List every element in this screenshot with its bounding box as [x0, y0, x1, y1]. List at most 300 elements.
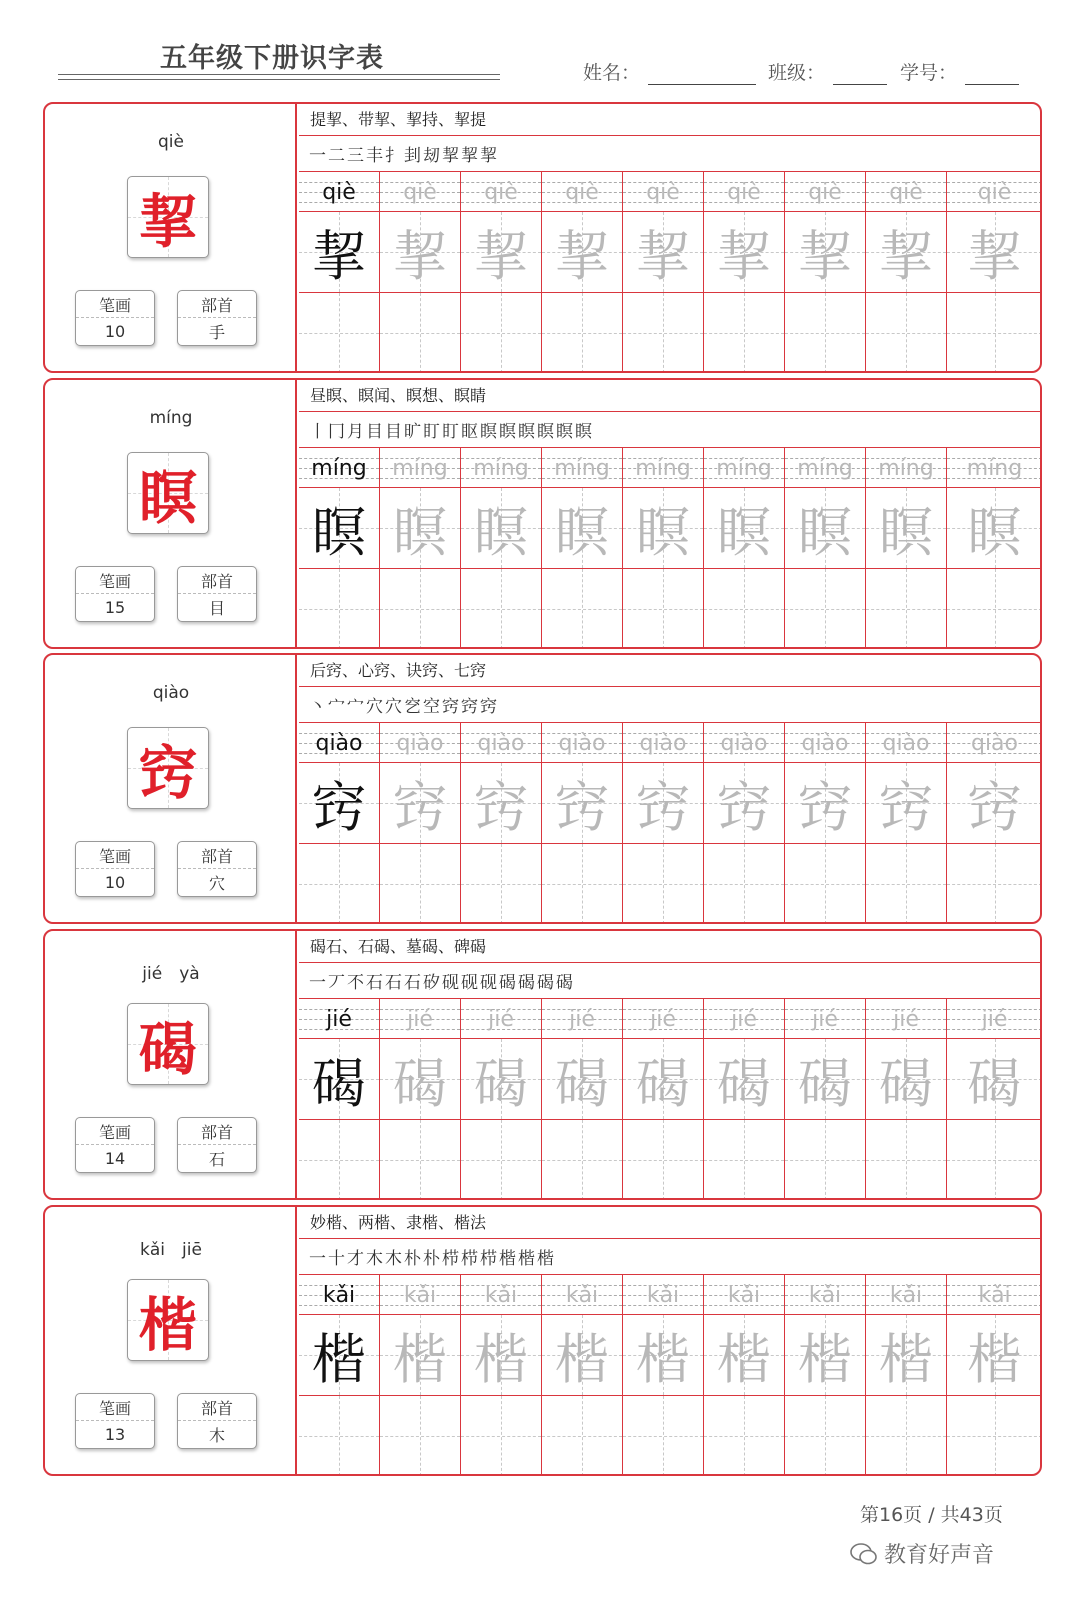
stroke-count-box — [75, 566, 155, 622]
stroke-step: 挈 — [442, 146, 461, 166]
radical-box — [177, 566, 257, 622]
practice-column — [947, 172, 1042, 373]
pinyin-cell[interactable] — [542, 1275, 622, 1315]
practice-column — [947, 999, 1042, 1200]
practice-column — [461, 1275, 542, 1476]
tracing-cell[interactable] — [785, 1315, 865, 1396]
pinyin-cell[interactable] — [704, 1275, 784, 1315]
pinyin-cell[interactable] — [947, 723, 1042, 763]
tracing-cell[interactable] — [299, 212, 379, 293]
practice-column — [704, 999, 785, 1200]
stroke-step: 月 — [347, 422, 366, 442]
radical-label: 部首 — [178, 1118, 256, 1145]
writing-cell[interactable] — [299, 844, 379, 924]
writing-cell[interactable] — [299, 569, 379, 649]
trace-character: 碣 — [798, 1051, 852, 1115]
pinyin-trace: kǎi — [484, 1282, 518, 1308]
wechat-icon — [850, 1543, 878, 1565]
practice-column — [947, 448, 1042, 649]
model-character: 瞑 — [312, 500, 366, 564]
pinyin-cell[interactable] — [623, 999, 703, 1039]
pinyin-cell[interactable] — [380, 448, 460, 488]
tracing-cell[interactable] — [866, 212, 946, 293]
radical-value: 石 — [208, 1150, 225, 1169]
tracing-cell[interactable] — [299, 1039, 379, 1120]
stroke-count-box — [75, 841, 155, 897]
pinyin-trace: jié — [569, 1006, 595, 1032]
character-display-box — [127, 727, 209, 809]
class-blank[interactable] — [833, 63, 887, 85]
trace-character: 瞑 — [555, 500, 609, 564]
pinyin-cell[interactable] — [542, 999, 622, 1039]
writing-cell[interactable] — [947, 844, 1042, 924]
stroke-order-sequence — [309, 141, 499, 166]
pinyin-model: kǎi — [322, 1282, 356, 1308]
tracing-cell[interactable] — [542, 1039, 622, 1120]
pinyin-trace: qiè — [889, 179, 923, 205]
pinyin-cell[interactable] — [461, 172, 541, 212]
tracing-cell[interactable] — [380, 1315, 460, 1396]
tracing-cell[interactable] — [461, 1039, 541, 1120]
practice-column — [380, 448, 461, 649]
character-info-panel — [45, 931, 297, 1198]
example-words: 昼瞑、瞑闻、瞑想、瞑睛 — [299, 380, 1042, 412]
tracing-cell[interactable] — [785, 1039, 865, 1120]
stroke-step: 目 — [366, 422, 385, 442]
tracing-cell[interactable] — [461, 1315, 541, 1396]
featured-character: 挈 — [138, 188, 197, 256]
tracing-cell[interactable] — [299, 488, 379, 569]
pinyin-cell[interactable] — [785, 172, 865, 212]
tracing-cell[interactable] — [704, 763, 784, 844]
stroke-step: 穴 — [385, 697, 404, 717]
character-pinyin: kǎi jiē — [140, 1240, 202, 1260]
radical-value: 穴 — [208, 874, 225, 893]
practice-column — [299, 1275, 380, 1476]
radical-box — [177, 290, 257, 346]
writing-cell[interactable] — [866, 569, 946, 649]
name-blank[interactable] — [648, 63, 756, 85]
practice-grid — [299, 723, 1042, 924]
stroke-step: 瞑 — [537, 422, 556, 442]
tracing-cell[interactable] — [785, 212, 865, 293]
pinyin-trace: kǎi — [403, 1282, 437, 1308]
page-title: 五年级下册识字表 — [160, 43, 384, 74]
writing-cell[interactable] — [704, 844, 784, 924]
practice-column — [461, 999, 542, 1200]
model-character: 碣 — [312, 1051, 366, 1115]
writing-cell[interactable] — [542, 1396, 622, 1476]
practice-column — [785, 723, 866, 924]
pinyin-trace: kǎi — [565, 1282, 599, 1308]
tracing-cell[interactable] — [380, 212, 460, 293]
trace-character: 挈 — [393, 224, 447, 288]
writing-cell[interactable] — [461, 569, 541, 649]
writing-cell[interactable] — [947, 293, 1042, 373]
trace-character: 挈 — [636, 224, 690, 288]
writing-cell[interactable] — [299, 1120, 379, 1200]
stroke-step: 石 — [385, 973, 404, 993]
writing-cell[interactable] — [380, 1120, 460, 1200]
pinyin-cell[interactable] — [704, 723, 784, 763]
radical-value: 目 — [208, 599, 225, 618]
pinyin-cell[interactable] — [299, 448, 379, 488]
stroke-step: 一 — [309, 1249, 328, 1269]
writing-cell[interactable] — [704, 1396, 784, 1476]
tracing-cell[interactable] — [704, 1315, 784, 1396]
model-character: 窍 — [312, 775, 366, 839]
writing-cell[interactable] — [380, 1396, 460, 1476]
stroke-step: 宀 — [328, 697, 347, 717]
pinyin-cell[interactable] — [704, 999, 784, 1039]
writing-cell[interactable] — [623, 293, 703, 373]
pinyin-cell[interactable] — [704, 448, 784, 488]
pinyin-cell[interactable] — [461, 448, 541, 488]
example-words: 提挈、带挈、挈持、挈提 — [299, 104, 1042, 136]
page-number: 第16页 / 共43页 — [860, 1504, 1003, 1526]
tracing-cell[interactable] — [380, 1039, 460, 1120]
tracing-cell[interactable] — [299, 763, 379, 844]
stroke-order-row — [299, 687, 1042, 723]
stroke-order-sequence — [309, 417, 594, 442]
writing-cell[interactable] — [866, 1396, 946, 1476]
pinyin-cell[interactable] — [866, 448, 946, 488]
stroke-step: 穴 — [366, 697, 385, 717]
stroke-step: 瞑 — [480, 422, 499, 442]
pinyin-cell[interactable] — [623, 448, 703, 488]
tracing-cell[interactable] — [623, 212, 703, 293]
stroke-count-value: 14 — [104, 1149, 126, 1168]
stroke-order-row — [299, 412, 1042, 448]
writing-cell[interactable] — [542, 1120, 622, 1200]
tracing-cell[interactable] — [947, 212, 1042, 293]
tracing-cell[interactable] — [704, 488, 784, 569]
writing-cell[interactable] — [947, 569, 1042, 649]
stroke-step: 碣 — [499, 973, 518, 993]
practice-panel — [299, 104, 1042, 371]
pinyin-cell[interactable] — [704, 172, 784, 212]
class-field[interactable] — [768, 58, 887, 85]
character-pinyin: míng — [149, 408, 193, 428]
pinyin-cell[interactable] — [623, 723, 703, 763]
stroke-step: 碣 — [556, 973, 575, 993]
writing-cell[interactable] — [299, 1396, 379, 1476]
pinyin-cell[interactable] — [785, 999, 865, 1039]
practice-column — [461, 448, 542, 649]
tracing-cell[interactable] — [461, 488, 541, 569]
trace-character: 楷 — [879, 1327, 933, 1391]
writing-cell[interactable] — [542, 844, 622, 924]
pinyin-trace: jié — [731, 1006, 757, 1032]
model-character: 楷 — [312, 1327, 366, 1391]
writing-cell[interactable] — [461, 293, 541, 373]
character-pinyin: qiè — [158, 132, 184, 152]
stroke-step: 宀 — [347, 697, 366, 717]
practice-column — [542, 999, 623, 1200]
pinyin-trace: kǎi — [727, 1282, 761, 1308]
tracing-cell[interactable] — [866, 1039, 946, 1120]
pinyin-cell[interactable] — [785, 448, 865, 488]
trace-character: 楷 — [636, 1327, 690, 1391]
title-underline — [58, 74, 500, 75]
trace-character: 碣 — [474, 1051, 528, 1115]
stroke-step: 瞑 — [518, 422, 537, 442]
trace-character: 挈 — [967, 224, 1022, 288]
trace-character: 碣 — [393, 1051, 447, 1115]
pinyin-cell[interactable] — [542, 723, 622, 763]
writing-cell[interactable] — [947, 1396, 1042, 1476]
trace-character: 楷 — [967, 1327, 1022, 1391]
pinyin-trace: jié — [981, 1006, 1008, 1032]
tracing-cell[interactable] — [461, 763, 541, 844]
writing-cell[interactable] — [542, 293, 622, 373]
tracing-cell[interactable] — [785, 763, 865, 844]
writing-cell[interactable] — [785, 1396, 865, 1476]
writing-cell[interactable] — [866, 293, 946, 373]
stroke-step: 楷 — [499, 1249, 518, 1269]
stroke-step: 盯 — [423, 422, 442, 442]
pinyin-trace: qiào — [882, 730, 930, 756]
writing-cell[interactable] — [380, 293, 460, 373]
pinyin-trace: qiè — [977, 179, 1012, 205]
pinyin-cell[interactable] — [866, 172, 946, 212]
tracing-cell[interactable] — [380, 763, 460, 844]
tracing-cell[interactable] — [299, 1315, 379, 1396]
tracing-cell[interactable] — [704, 212, 784, 293]
character-card — [43, 1205, 1042, 1476]
pinyin-cell[interactable] — [866, 1275, 946, 1315]
tracing-cell[interactable] — [704, 1039, 784, 1120]
writing-cell[interactable] — [542, 569, 622, 649]
pinyin-cell[interactable] — [299, 723, 379, 763]
stroke-step: 朴 — [423, 1249, 442, 1269]
practice-column — [542, 723, 623, 924]
pinyin-trace: míng — [797, 455, 853, 481]
stroke-step: 刼 — [423, 146, 442, 166]
pinyin-cell[interactable] — [947, 172, 1042, 212]
pinyin-trace: kǎi — [646, 1282, 680, 1308]
trace-character: 瞑 — [967, 500, 1022, 564]
writing-cell[interactable] — [866, 1120, 946, 1200]
pinyin-cell[interactable] — [461, 1275, 541, 1315]
name-field[interactable] — [583, 58, 756, 85]
stroke-order-sequence — [309, 1244, 556, 1269]
tracing-cell[interactable] — [623, 488, 703, 569]
number-field[interactable] — [900, 58, 1019, 85]
writing-cell[interactable] — [623, 844, 703, 924]
tracing-cell[interactable] — [866, 488, 946, 569]
stroke-step: 窍 — [461, 697, 480, 717]
writing-cell[interactable] — [461, 1120, 541, 1200]
pinyin-trace: qiè — [727, 179, 761, 205]
pinyin-cell[interactable] — [785, 1275, 865, 1315]
tracing-cell[interactable] — [542, 763, 622, 844]
tracing-cell[interactable] — [866, 763, 946, 844]
pinyin-cell[interactable] — [866, 999, 946, 1039]
stroke-count-label: 笔画 — [76, 291, 154, 318]
pinyin-cell[interactable] — [380, 723, 460, 763]
tracing-cell[interactable] — [785, 488, 865, 569]
trace-character: 碣 — [879, 1051, 933, 1115]
pinyin-trace: jié — [488, 1006, 514, 1032]
writing-cell[interactable] — [299, 293, 379, 373]
character-info-panel — [45, 655, 297, 922]
pinyin-trace: qiào — [970, 730, 1019, 756]
tracing-cell[interactable] — [461, 212, 541, 293]
writing-cell[interactable] — [623, 1120, 703, 1200]
stroke-step: 一 — [309, 146, 328, 166]
pinyin-cell[interactable] — [380, 999, 460, 1039]
character-display-box — [127, 176, 209, 258]
practice-column — [380, 1275, 461, 1476]
trace-character: 楷 — [474, 1327, 528, 1391]
stroke-step: 挈 — [480, 146, 499, 166]
pinyin-trace: qiè — [403, 179, 437, 205]
practice-column — [380, 723, 461, 924]
practice-column — [866, 723, 947, 924]
practice-column — [299, 448, 380, 649]
practice-column — [623, 1275, 704, 1476]
practice-column — [866, 172, 947, 373]
pinyin-trace: kǎi — [889, 1282, 923, 1308]
tracing-cell[interactable] — [542, 212, 622, 293]
tracing-cell[interactable] — [947, 1315, 1042, 1396]
pinyin-model: jié — [326, 1006, 352, 1032]
writing-cell[interactable] — [380, 569, 460, 649]
pinyin-trace: míng — [473, 455, 529, 481]
stroke-count-label: 笔画 — [76, 1394, 154, 1421]
tracing-cell[interactable] — [623, 763, 703, 844]
practice-column — [704, 172, 785, 373]
model-character: 挈 — [312, 224, 366, 288]
writing-cell[interactable] — [785, 1120, 865, 1200]
radical-box — [177, 841, 257, 897]
writing-cell[interactable] — [704, 569, 784, 649]
writing-cell[interactable] — [947, 1120, 1042, 1200]
writing-cell[interactable] — [704, 293, 784, 373]
pinyin-model: míng — [311, 455, 367, 481]
stroke-step: 栉 — [461, 1249, 480, 1269]
trace-character: 挈 — [798, 224, 852, 288]
writing-cell[interactable] — [380, 844, 460, 924]
tracing-cell[interactable] — [380, 488, 460, 569]
trace-character: 挈 — [717, 224, 771, 288]
pinyin-cell[interactable] — [542, 172, 622, 212]
writing-cell[interactable] — [461, 1396, 541, 1476]
stroke-step: 挈 — [461, 146, 480, 166]
writing-cell[interactable] — [704, 1120, 784, 1200]
featured-character: 楷 — [138, 1291, 197, 1359]
title-underline — [58, 79, 500, 80]
pinyin-cell[interactable] — [380, 172, 460, 212]
number-blank[interactable] — [965, 63, 1019, 85]
practice-column — [785, 448, 866, 649]
tracing-cell[interactable] — [947, 1039, 1042, 1120]
tracing-cell[interactable] — [542, 488, 622, 569]
pinyin-cell[interactable] — [947, 1275, 1042, 1315]
tracing-cell[interactable] — [947, 488, 1042, 569]
trace-character: 窍 — [717, 775, 771, 839]
pinyin-trace: míng — [392, 455, 448, 481]
pinyin-trace: qiào — [396, 730, 444, 756]
practice-column — [947, 1275, 1042, 1476]
stroke-step: 扌 — [385, 146, 404, 166]
stroke-step: 盯 — [442, 422, 461, 442]
practice-column — [785, 172, 866, 373]
pinyin-cell[interactable] — [299, 999, 379, 1039]
trace-character: 挈 — [474, 224, 528, 288]
practice-column — [866, 1275, 947, 1476]
pinyin-cell[interactable] — [623, 1275, 703, 1315]
writing-cell[interactable] — [785, 293, 865, 373]
practice-column — [704, 723, 785, 924]
writing-cell[interactable] — [461, 844, 541, 924]
stroke-count-label: 笔画 — [76, 567, 154, 594]
featured-character: 瞑 — [138, 464, 197, 532]
pinyin-cell[interactable] — [866, 723, 946, 763]
trace-character: 窍 — [879, 775, 933, 839]
stroke-step: 栉 — [442, 1249, 461, 1269]
pinyin-cell[interactable] — [947, 448, 1042, 488]
trace-character: 挈 — [555, 224, 609, 288]
pinyin-cell[interactable] — [785, 723, 865, 763]
writing-cell[interactable] — [785, 569, 865, 649]
tracing-cell[interactable] — [947, 763, 1042, 844]
trace-character: 楷 — [393, 1327, 447, 1391]
stroke-step: 楷 — [537, 1249, 556, 1269]
stroke-step: 三 — [347, 146, 366, 166]
stroke-step: 冂 — [328, 422, 347, 442]
trace-character: 瞑 — [717, 500, 771, 564]
stroke-step: 瞑 — [556, 422, 575, 442]
stroke-step: 一 — [309, 973, 328, 993]
writing-cell[interactable] — [623, 569, 703, 649]
pinyin-cell[interactable] — [461, 723, 541, 763]
trace-character: 窍 — [393, 775, 447, 839]
character-card — [43, 102, 1042, 373]
pinyin-cell[interactable] — [947, 999, 1042, 1039]
trace-character: 瞑 — [798, 500, 852, 564]
trace-character: 窍 — [474, 775, 528, 839]
pinyin-cell[interactable] — [299, 172, 379, 212]
tracing-cell[interactable] — [866, 1315, 946, 1396]
pinyin-cell[interactable] — [380, 1275, 460, 1315]
stroke-step: 砚 — [461, 973, 480, 993]
stroke-step: 丰 — [366, 146, 385, 166]
tracing-cell[interactable] — [542, 1315, 622, 1396]
pinyin-cell[interactable] — [542, 448, 622, 488]
example-words: 后窍、心窍、诀窍、七窍 — [299, 655, 1042, 687]
trace-character: 挈 — [879, 224, 933, 288]
stroke-count-box — [75, 1393, 155, 1449]
stroke-step: 窍 — [480, 697, 499, 717]
tracing-cell[interactable] — [623, 1315, 703, 1396]
stroke-step: 木 — [385, 1249, 404, 1269]
pinyin-cell[interactable] — [461, 999, 541, 1039]
practice-column — [299, 723, 380, 924]
pinyin-cell[interactable] — [623, 172, 703, 212]
radical-label: 部首 — [178, 1394, 256, 1421]
tracing-cell[interactable] — [623, 1039, 703, 1120]
writing-cell[interactable] — [623, 1396, 703, 1476]
pinyin-cell[interactable] — [299, 1275, 379, 1315]
writing-cell[interactable] — [785, 844, 865, 924]
stroke-step: 瞑 — [575, 422, 594, 442]
stroke-step: 木 — [366, 1249, 385, 1269]
pinyin-trace: qiè — [808, 179, 842, 205]
writing-cell[interactable] — [866, 844, 946, 924]
class-label: 班级： — [768, 62, 826, 84]
